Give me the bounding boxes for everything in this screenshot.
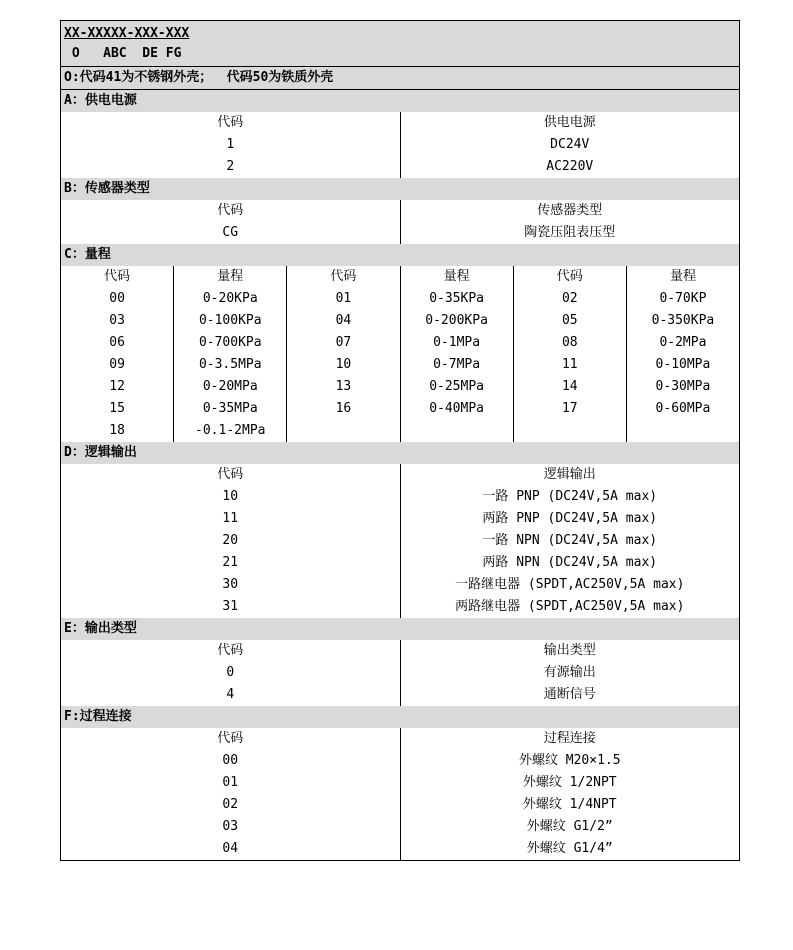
table-row	[61, 288, 739, 310]
data-cell: 18	[109, 423, 125, 438]
table-row	[61, 200, 739, 222]
data-cell: 09	[109, 357, 125, 372]
data-cell: 0-200KPa	[400, 310, 513, 332]
table-row	[61, 728, 739, 750]
data-cell: 0-700KPa	[173, 332, 286, 354]
data-cell: 陶瓷压阻表压型	[400, 222, 740, 244]
data-cell: 01	[222, 775, 239, 790]
code-position-labels: O ABC DE FG	[64, 46, 182, 61]
section-title: A：供电电源	[64, 93, 137, 108]
data-cell: 两路 NPN (DC24V,5A max)	[400, 552, 740, 574]
data-cell: 0-1MPa	[400, 332, 513, 354]
table-row	[61, 838, 739, 860]
data-cell: 外螺纹 G1/4”	[400, 838, 740, 860]
data-cell: 4	[226, 687, 235, 702]
data-cell: 05	[513, 310, 626, 332]
data-cell	[513, 420, 626, 442]
data-cell: 10	[286, 354, 399, 376]
data-cell: 20	[222, 533, 239, 548]
section-header-row	[61, 244, 739, 266]
data-cell: 外螺纹 1/2NPT	[400, 772, 740, 794]
data-cell: 外螺纹 G1/2”	[400, 816, 740, 838]
data-cell: 两路 PNP (DC24V,5A max)	[400, 508, 740, 530]
data-cell: CG	[222, 225, 239, 240]
data-cell: 04	[222, 841, 239, 856]
column-header-cell: 代码	[286, 266, 399, 288]
data-cell: 00	[222, 753, 239, 768]
data-cell: 有源输出	[400, 662, 740, 684]
data-cell: 17	[513, 398, 626, 420]
table-row	[61, 596, 739, 618]
data-cell: 0-40MPa	[400, 398, 513, 420]
data-cell: 0-35KPa	[400, 288, 513, 310]
section-header-row	[61, 618, 739, 640]
data-cell: 0-20MPa	[173, 376, 286, 398]
column-header-cell: 量程	[173, 266, 286, 288]
table-row	[61, 552, 739, 574]
table-row	[61, 530, 739, 552]
data-cell: 15	[109, 401, 125, 416]
data-cell: 1	[226, 137, 235, 152]
data-cell	[400, 420, 513, 442]
data-cell: 16	[286, 398, 399, 420]
table-row	[61, 134, 739, 156]
table-row	[61, 156, 739, 178]
data-cell: 11	[513, 354, 626, 376]
table-row	[61, 354, 739, 376]
data-cell: 0-10MPa	[626, 354, 739, 376]
data-cell: 0-350KPa	[626, 310, 739, 332]
table-row	[61, 816, 739, 838]
shell-code-note: O:代码41为不锈钢外壳； 代码50为铁质外壳	[61, 66, 739, 89]
model-code-block	[61, 21, 739, 66]
section-header-row	[61, 178, 739, 200]
column-header-cell: 代码	[217, 731, 244, 746]
table-row	[61, 332, 739, 354]
model-code-template: XX-XXXXX-XXX-XXX	[64, 26, 190, 41]
column-header-cell: 供电电源	[400, 112, 740, 134]
table-row	[61, 662, 739, 684]
data-cell: 0	[226, 665, 235, 680]
column-header-cell: 代码	[104, 269, 131, 284]
data-cell: 0-60MPa	[626, 398, 739, 420]
data-cell: 0-25MPa	[400, 376, 513, 398]
section-header-row	[61, 706, 739, 728]
data-cell: 0-70KP	[626, 288, 739, 310]
data-cell: 通断信号	[400, 684, 740, 706]
section-title: B：传感器类型	[64, 181, 150, 196]
ordering-code-table	[60, 20, 740, 861]
table-row	[61, 376, 739, 398]
data-cell: -0.1-2MPa	[173, 420, 286, 442]
data-cell: 一路 NPN (DC24V,5A max)	[400, 530, 740, 552]
data-cell: 0-30MPa	[626, 376, 739, 398]
table-row	[61, 420, 739, 442]
data-cell: 0-7MPa	[400, 354, 513, 376]
table-row	[61, 398, 739, 420]
section-header-row	[61, 90, 739, 112]
data-cell: 外螺纹 M20×1.5	[400, 750, 740, 772]
section-title: D：逻辑输出	[64, 445, 137, 460]
data-cell: 14	[513, 376, 626, 398]
column-header-cell: 代码	[217, 643, 244, 658]
data-cell: 13	[286, 376, 399, 398]
column-header-cell: 代码	[217, 203, 244, 218]
column-header-cell: 代码	[217, 115, 244, 130]
table-row	[61, 486, 739, 508]
data-cell: 一路 PNP (DC24V,5A max)	[400, 486, 740, 508]
table-row	[61, 508, 739, 530]
data-cell: 0-20KPa	[173, 288, 286, 310]
data-cell: 0-2MPa	[626, 332, 739, 354]
data-cell: 01	[286, 288, 399, 310]
data-cell: 两路继电器 (SPDT,AC250V,5A max)	[400, 596, 740, 618]
column-header-cell: 输出类型	[400, 640, 740, 662]
section-title: C：量程	[64, 247, 111, 262]
data-cell: 02	[222, 797, 239, 812]
table-row	[61, 640, 739, 662]
data-cell: 02	[513, 288, 626, 310]
data-cell: DC24V	[400, 134, 740, 156]
data-cell: 03	[109, 313, 125, 328]
data-cell: 一路继电器 (SPDT,AC250V,5A max)	[400, 574, 740, 596]
data-cell: 12	[109, 379, 125, 394]
data-cell: 06	[109, 335, 125, 350]
column-header-cell: 过程连接	[400, 728, 740, 750]
data-cell: 0-100KPa	[173, 310, 286, 332]
table-row	[61, 310, 739, 332]
table-row	[61, 750, 739, 772]
data-cell: 30	[222, 577, 239, 592]
data-cell: 0-35MPa	[173, 398, 286, 420]
data-cell	[286, 420, 399, 442]
table-row	[61, 684, 739, 706]
sections-container	[61, 89, 739, 860]
data-cell: 31	[222, 599, 239, 614]
data-cell: AC220V	[400, 156, 740, 178]
table-row	[61, 112, 739, 134]
data-cell: 04	[286, 310, 399, 332]
column-header-cell: 逻辑输出	[400, 464, 740, 486]
data-cell: 11	[222, 511, 239, 526]
table-row	[61, 794, 739, 816]
data-cell: 08	[513, 332, 626, 354]
table-row	[61, 464, 739, 486]
table-row	[61, 574, 739, 596]
column-header-cell: 传感器类型	[400, 200, 740, 222]
data-cell: 00	[109, 291, 125, 306]
data-cell: 03	[222, 819, 239, 834]
section-title: E：输出类型	[64, 621, 137, 636]
data-cell: 21	[222, 555, 239, 570]
table-row	[61, 266, 739, 288]
data-cell: 0-3.5MPa	[173, 354, 286, 376]
table-row	[61, 772, 739, 794]
data-cell: 2	[226, 159, 235, 174]
data-cell: 外螺纹 1/4NPT	[400, 794, 740, 816]
column-header-cell: 量程	[400, 266, 513, 288]
column-header-cell: 量程	[626, 266, 739, 288]
section-title: F:过程连接	[64, 709, 132, 724]
column-header-cell: 代码	[217, 467, 244, 482]
data-cell: 07	[286, 332, 399, 354]
table-row	[61, 222, 739, 244]
section-header-row	[61, 442, 739, 464]
data-cell	[626, 420, 739, 442]
column-header-cell: 代码	[513, 266, 626, 288]
data-cell: 10	[222, 489, 239, 504]
